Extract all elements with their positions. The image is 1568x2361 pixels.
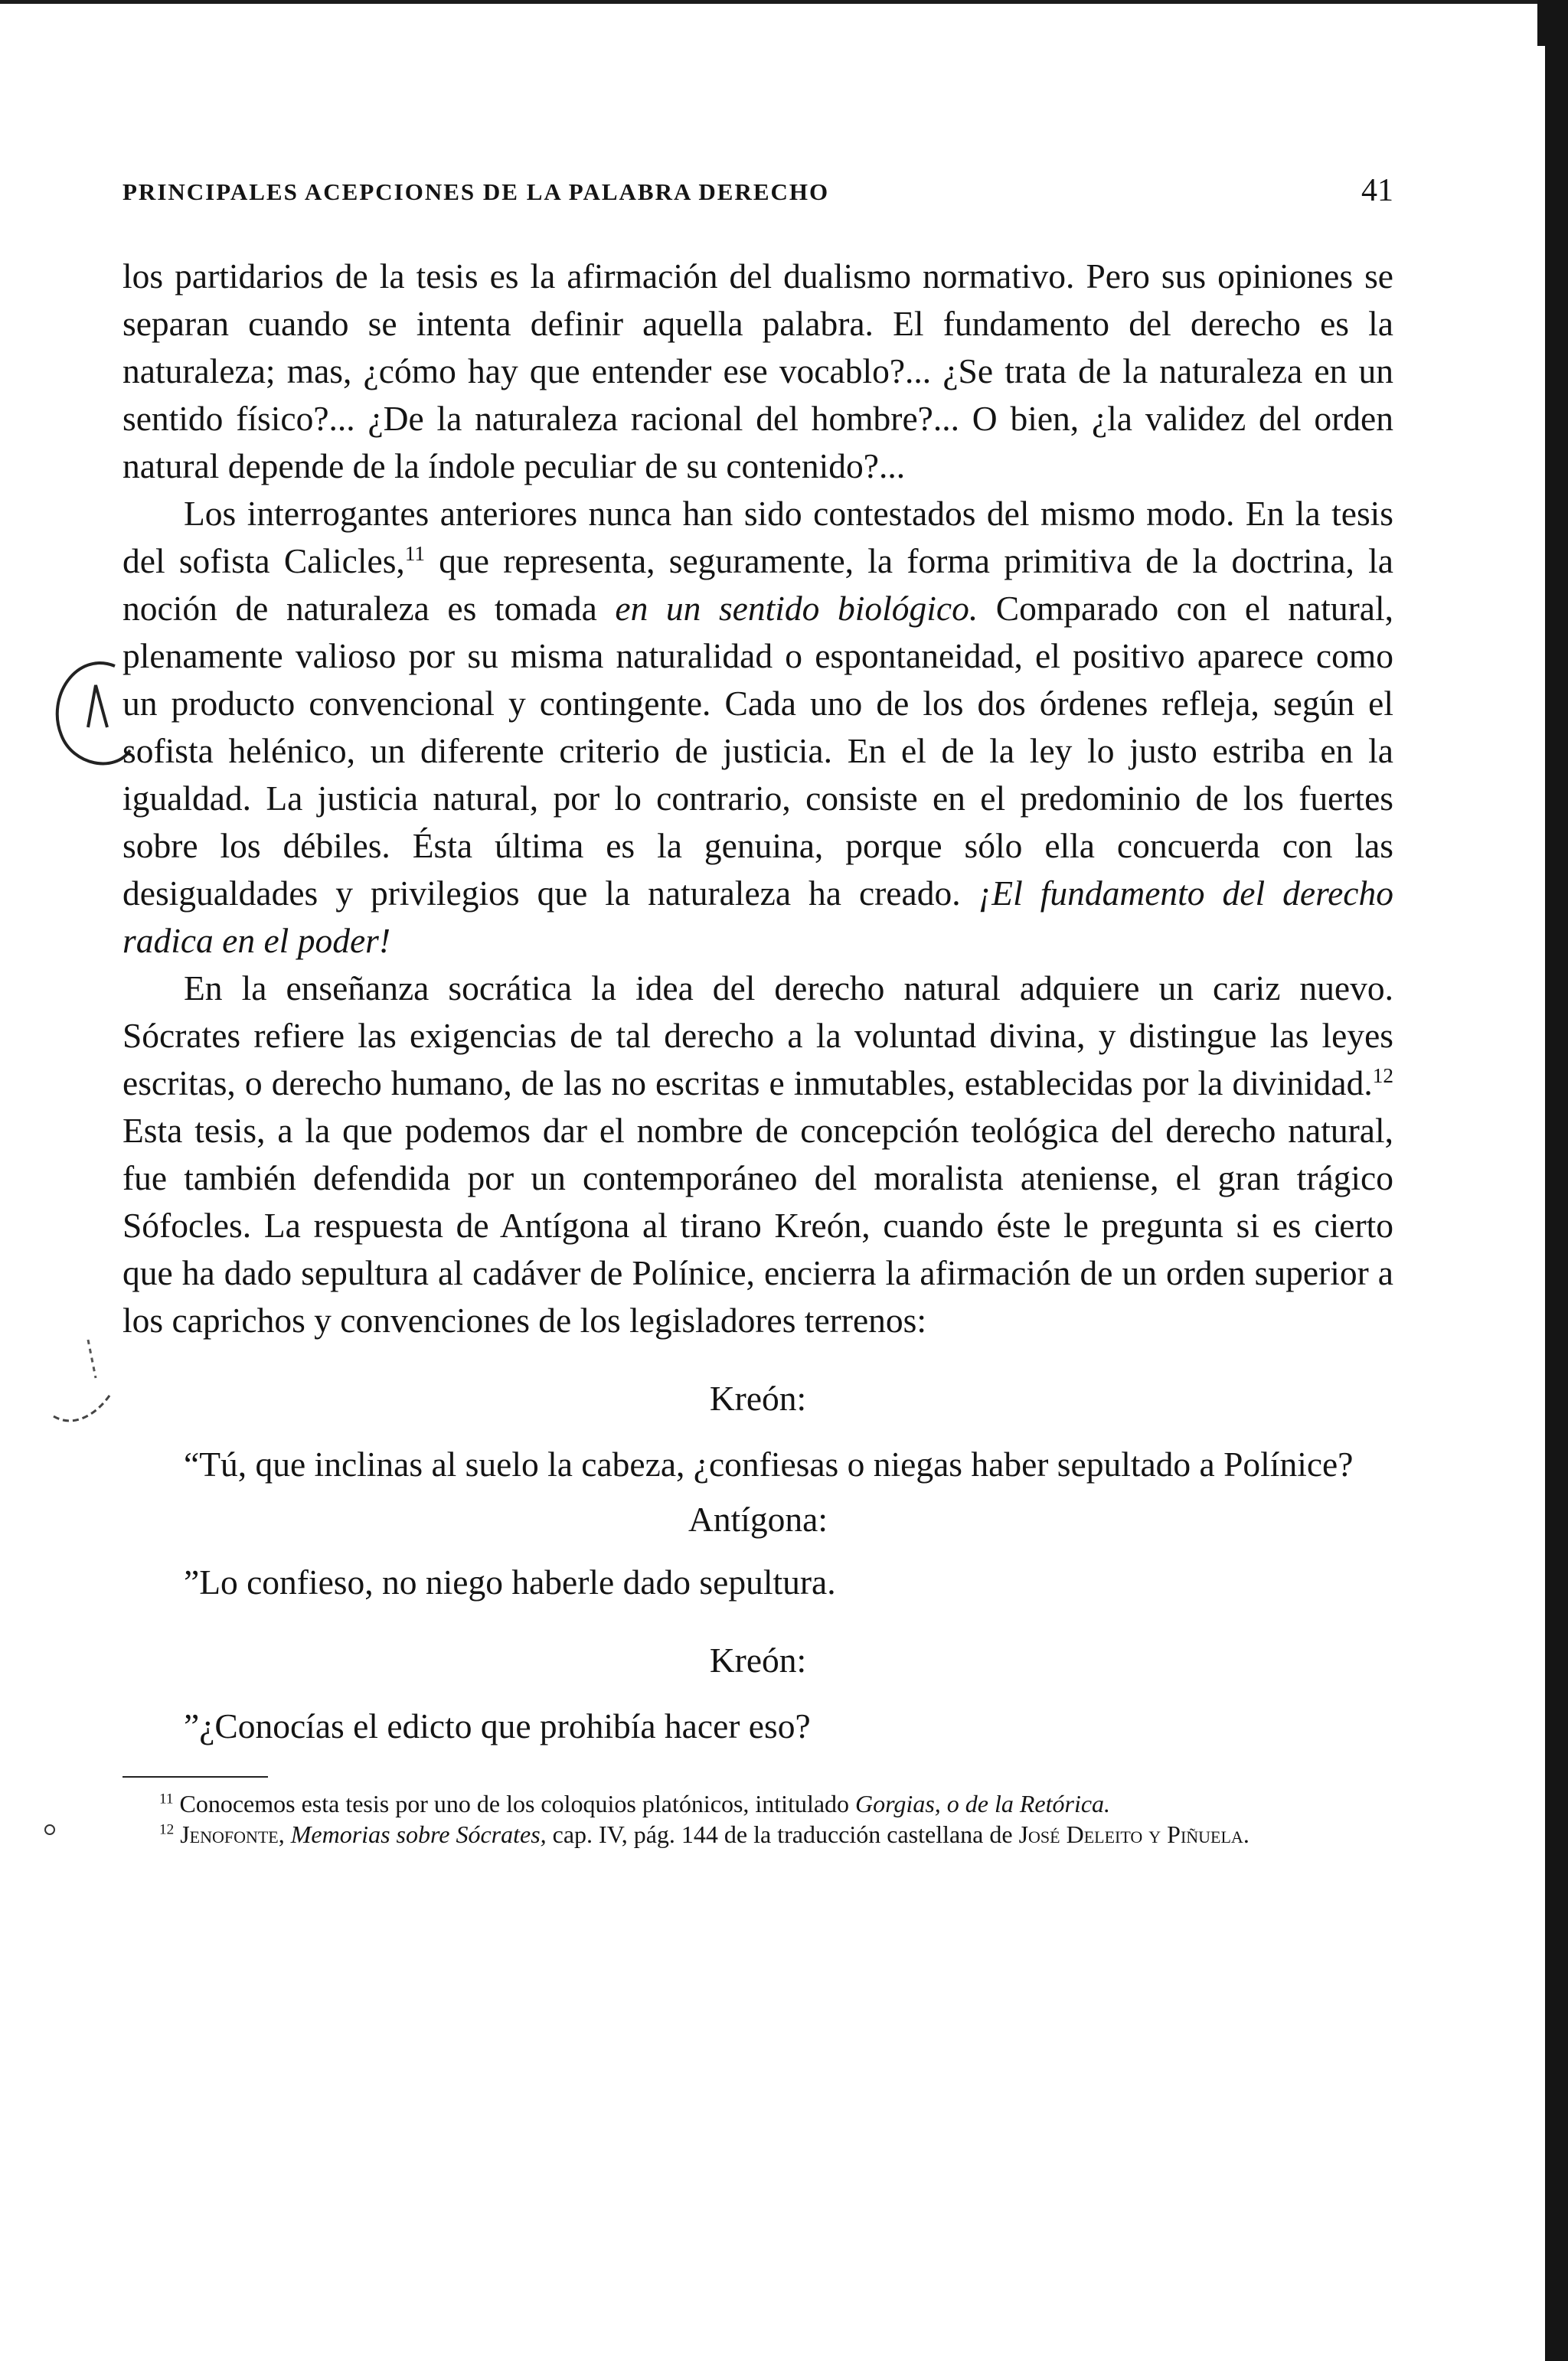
scan-right-edge: [1545, 0, 1568, 2361]
footnote-number: 11: [159, 1791, 174, 1807]
footnote: [122, 1788, 1393, 1819]
footnotes: [122, 1788, 1393, 1850]
speaker-name: Kreón:: [709, 1379, 807, 1418]
text-run: Comparado con el natural, plenamente valioso por su misma naturalidad o espontaneidad, el positivo aparece como un producto convencional y contingente. Cada uno de los dos órdenes refleja, según el sofista helénico, un diferente criterio de justicia. En el de la ley lo justo estriba en la igualdad. La justicia natural, por lo contrario, consiste en el predominio de los fuertes sobre los débiles. Ésta última es la genuina, porque sólo ella concuerda con las desigualdades y privilegios que la naturaleza ha creado.: [122, 589, 1394, 913]
italic-run: Memorias sobre Sócrates,: [290, 1821, 547, 1848]
text-run: Conocemos esta tesis por uno de los coloquios platónicos, intitulado: [173, 1790, 856, 1817]
page-number: 41: [1361, 173, 1393, 208]
text-run: ,: [278, 1821, 291, 1848]
margin-annotation-mark: [42, 1332, 119, 1439]
footnote-rule: [122, 1776, 268, 1778]
text-run: Esta tesis, a la que podemos dar el nombre de concepción teológica del derecho natural, fue también defendida por un contemporáneo del moralista ateniense, el gran trágico Sófocles. La respuesta de Antígona al tirano Kreón, cuando éste le pregunta si es cierto que ha dado sepultura al cadáver de Polínice, encierra la afirmación de un orden superior a los caprichos y convenciones de los legisladores terrenos:: [122, 1111, 1393, 1340]
speaker-name: Antígona:: [688, 1500, 828, 1539]
footnote-ref: 11: [404, 541, 426, 565]
text-run: .: [1243, 1821, 1250, 1848]
speaker-name: Kreón:: [709, 1641, 807, 1680]
book-page: [122, 172, 1393, 1850]
body-text: [122, 253, 1393, 1344]
italic-run: en un sentido biológico.: [615, 589, 978, 628]
text-run: En la enseñanza socrática la idea del derecho natural adquiere un cariz nuevo. Sócrates refiere las exigencias de tal derecho a la voluntad divina, y distingue las leyes escritas, o derecho humano, de las no escritas e inmutables, establecidas por la divinidad.: [122, 968, 1393, 1102]
page-header: [122, 172, 1393, 218]
dialogue-line: ”Lo confieso, no niego haberle dado sepultura.: [184, 1563, 836, 1602]
italic-run: Gorgias, o de la Retórica.: [855, 1790, 1111, 1817]
footnote-ref: 12: [1372, 1063, 1393, 1087]
scan-top-edge: [0, 0, 1568, 4]
running-head: PRINCIPALES ACEPCIONES DE LA PALABRA DERECHO: [122, 178, 830, 205]
scan-corner: [1537, 0, 1545, 46]
dialogue-line: “Tú, que inclinas al suelo la cabeza, ¿confiesas o niegas haber sepultado a Polínice?: [184, 1445, 1354, 1484]
author-name: Jenofonte: [180, 1821, 279, 1848]
translator-name: José Deleito y Piñuela: [1018, 1821, 1243, 1848]
text-run: cap. IV, pág. 144 de la traducción castellana de: [546, 1821, 1019, 1848]
paragraph: [122, 490, 1393, 965]
dialogue-line: ”¿Conocías el edicto que prohibía hacer eso?: [184, 1706, 811, 1745]
footnote: [122, 1819, 1393, 1850]
paragraph: los partidarios de la tesis es la afirmación del dualismo normativo. Pero sus opiniones se separan cuando se intenta definir aquella palabra. El fundamento del derecho es la naturaleza; mas, ¿cómo hay que entender ese vocablo?... ¿Se trata de la naturaleza en un sentido físico?... ¿De la naturaleza racional del hombre?... O bien, ¿la validez del orden natural depende de la índole peculiar de su contenido?...: [122, 256, 1393, 485]
italic-run: ¡El fundamento del derecho radica en el poder!: [122, 874, 1393, 960]
footnote-number: 12: [159, 1821, 175, 1838]
text-run: que representa, seguramente, la forma primitiva de la doctrina, la noción de naturaleza es tomada: [122, 541, 1393, 628]
dialogue-block: [122, 1375, 1393, 1750]
margin-dot: [42, 1822, 57, 1837]
text-run: Los interrogantes anteriores nunca han sido contestados del mismo modo. En la tesis del sofista Calicles,: [122, 494, 1393, 580]
paragraph: [122, 965, 1393, 1344]
